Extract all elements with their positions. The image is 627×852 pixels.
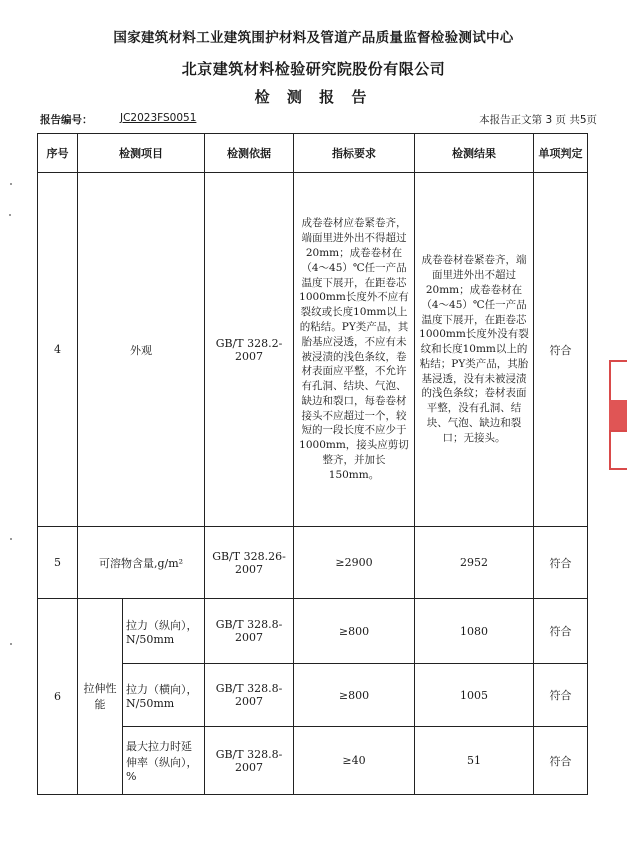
test-result: 1005 <box>415 664 534 727</box>
col-header-no: 序号 <box>38 134 78 173</box>
col-header-result: 检测结果 <box>415 134 534 173</box>
test-basis: GB/T 328.26-2007 <box>205 527 294 599</box>
scan-speck <box>10 643 12 645</box>
test-result: 2952 <box>415 527 534 599</box>
table-row <box>38 527 588 599</box>
test-group: 拉伸性能 <box>78 599 123 795</box>
report-title: 检 测 报 告 <box>254 88 373 106</box>
report-number: JC2023FS0051 <box>120 112 197 124</box>
scan-speck <box>9 214 11 216</box>
test-sub-item: 拉力（横向），N/50mm <box>123 664 205 727</box>
verdict: 符合 <box>534 664 588 727</box>
row-number: 4 <box>38 173 78 527</box>
seal-stamp-fragment <box>609 400 627 432</box>
test-result: 51 <box>415 727 534 795</box>
test-basis: GB/T 328.8-2007 <box>205 727 294 795</box>
page-info: 本报告正文第 3 页 共5页 <box>479 114 597 126</box>
requirement: ≥800 <box>294 599 415 664</box>
requirement: 成卷卷材应卷紧卷齐，端面里进外出不得超过20mm；成卷卷材在（4～45）℃任一产品温度下展开，在距卷芯1000mm长度外不应有裂纹或长度10mm以上的粘结。PY类产品，其胎基应浸透，不应有未被浸渍的浅色条纹，卷材表面应平整，不允许有孔洞、结块、气泡、缺边和裂口，每卷卷材接头不应超过一个，较短的一段长度不应少于1000mm，接头应剪切整齐，并加长150mm。 <box>294 173 415 527</box>
col-header-requirement: 指标要求 <box>294 134 415 173</box>
scan-speck <box>10 538 12 540</box>
table-row <box>38 173 588 527</box>
requirement: ≥800 <box>294 664 415 727</box>
verdict: 符合 <box>534 727 588 795</box>
institution-title: 国家建筑材料工业建筑围护材料及管道产品质量监督检验测试中心 <box>113 30 514 46</box>
requirement: ≥2900 <box>294 527 415 599</box>
seal-stamp-fragment <box>609 430 627 470</box>
report-number-label: 报告编号： <box>40 114 93 126</box>
table-header-row <box>38 134 588 173</box>
test-result: 成卷卷材卷紧卷齐，端面里进外出不超过20mm；成卷卷材在（4～45）℃任一产品温度下展开，在距卷芯1000mm长度外没有裂纹和长度10mm以上的粘结；PY类产品，其胎基浸透，没有未被浸渍的浅色条纹；卷材表面平整，没有孔洞、结块、气泡、缺边和裂口；无接头。 <box>415 173 534 527</box>
col-header-verdict: 单项判定 <box>534 134 588 173</box>
table-row <box>38 599 588 664</box>
verdict: 符合 <box>534 527 588 599</box>
col-header-item: 检测项目 <box>78 134 205 173</box>
test-basis: GB/T 328.2-2007 <box>205 173 294 527</box>
scan-speck <box>10 183 12 185</box>
report-table <box>37 133 588 795</box>
company-title: 北京建筑材料检验研究院股份有限公司 <box>181 60 446 78</box>
test-result: 1080 <box>415 599 534 664</box>
test-item: 可溶物含量,g/m² <box>78 527 205 599</box>
test-sub-item: 拉力（纵向），N/50mm <box>123 599 205 664</box>
test-item: 外观 <box>78 173 205 527</box>
row-number: 5 <box>38 527 78 599</box>
verdict: 符合 <box>534 173 588 527</box>
col-header-basis: 检测依据 <box>205 134 294 173</box>
row-number: 6 <box>38 599 78 795</box>
verdict: 符合 <box>534 599 588 664</box>
test-sub-item: 最大拉力时延伸率（纵向），% <box>123 727 205 795</box>
requirement: ≥40 <box>294 727 415 795</box>
test-basis: GB/T 328.8-2007 <box>205 599 294 664</box>
test-basis: GB/T 328.8-2007 <box>205 664 294 727</box>
